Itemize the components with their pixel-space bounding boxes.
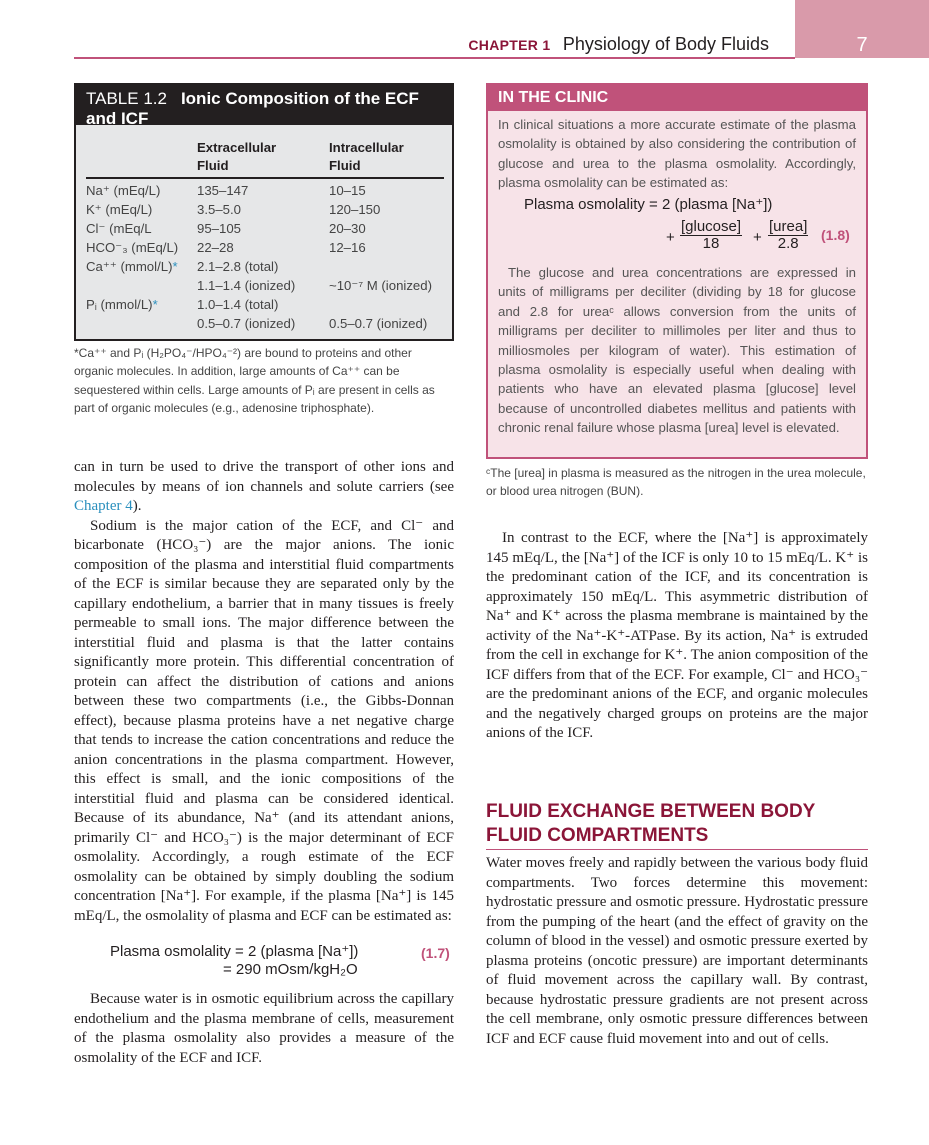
row-ecf-value: 1.0–1.4 (total) — [197, 297, 279, 312]
chapter-title: Physiology of Body Fluids — [562, 34, 769, 54]
row-label-text: Ca⁺⁺ (mmol/L) — [86, 259, 173, 274]
left-column-text-end — [74, 990, 454, 1068]
row-icf-value: 0.5–0.7 (ionized) — [329, 316, 428, 331]
footnote-marker: * — [152, 297, 158, 312]
equation-number: (1.8) — [821, 227, 850, 243]
body-paragraph: Because water is in osmotic equilibrium across the capillary endothelium and the plasma membrane of cells, measurement of the plasma osmolality also provides a measure of the osmolality of the ECF and ICF. — [74, 991, 454, 1066]
chapter-label: CHAPTER 1 — [468, 37, 551, 53]
fraction-numerator: [urea] — [769, 218, 808, 235]
table-number: TABLE 1.2 — [86, 89, 167, 108]
equation-line: Plasma osmolality = 2 (plasma [Na⁺]) — [110, 943, 359, 960]
column-header-ecf-line1: Extracellular — [197, 140, 277, 155]
equation-number: (1.7) — [421, 945, 450, 961]
clinic-paragraph: In clinical situations a more accurate estimate of the plasma osmolality is obtained by also considering the contribution of glucose and urea to the plasma osmolality. Accordingly, plasma osmolality can be estimated as: — [498, 117, 856, 191]
running-header — [0, 0, 929, 58]
column-header-ecf — [197, 139, 276, 175]
row-label — [86, 295, 158, 314]
section-heading: FLUID EXCHANGE BETWEEN BODY FLUID COMPARTMENTS — [486, 801, 816, 846]
row-label: Na⁺ (mEq/L) — [86, 183, 161, 198]
equation-plus: + — [666, 229, 675, 246]
body-paragraph: Sodium is the major cation of the ECF, and Cl⁻ and bicarbonate (HCO₃⁻) are the major anions. The ionic composition of the plasma and interstitial fluid compartments of the ECF is similar because they are separated only by the capillary endothelium, a barrier that in many tissues is freely permeable to small ions. The major difference between the interstitial fluid and plasma is that the latter contains significantly more protein. This differential concentration of protein can affect the distribution of cations and anions between these two compartments (i.e., the Gibbs-Donnan effect), because plasma proteins have a net negative charge that tends to increase the cation concentrations and reduce the anion concentrations in the plasma compartment. However, this effect is small, and the ionic compositions of the interstitial fluid and plasma can be considered identical. Because of its abundance, Na⁺ (and its attendant anions, primarily Cl⁻ and HCO₃⁻) is the major determinant of ECF osmolality. Accordingly, a rough estimate of the ECF osmolality can be obtained by simply doubling the sodium concentration [Na⁺]. For example, if the plasma [Na⁺] is 145 mEq/L, the osmolality of plasma and ECF can be estimated as: — [74, 517, 454, 924]
row-icf-value: 10–15 — [329, 183, 366, 198]
column-header-icf-line1: Intracellular — [329, 140, 404, 155]
row-ecf-value: 2.1–2.8 (total) — [197, 259, 279, 274]
row-label: HCO⁻₃ (mEq/L) — [86, 240, 179, 255]
table-name-line2: and ICF — [86, 109, 149, 128]
row-icf-value: 20–30 — [329, 221, 366, 236]
row-icf-value: 12–16 — [329, 240, 366, 255]
row-icf-value: 120–150 — [329, 202, 381, 217]
row-label: Cl⁻ (mEq/L — [86, 221, 152, 236]
row-label: K⁺ (mEq/L) — [86, 202, 153, 217]
body-paragraph: Water moves freely and rapidly between the various body fluid compartments. Two forces determine this movement: hydrostatic pressure and osmotic pressure. Hydrostatic pressure from the pumping of the heart (and the effect of gravity on the column of blood in the vessel) and osmotic pressure exerted by plasma proteins (oncotic pressure) are important determinants of fluid movement across the capillary wall. By contrast, because hydrostatic pressure gradients are not present across the cell membrane, only osmotic pressure differences between ICF and ECF cause fluid movement into and out of cells. — [486, 855, 868, 1047]
right-column-text-2 — [486, 854, 868, 1049]
row-label — [86, 257, 178, 276]
header-rule — [74, 57, 795, 59]
row-ecf-value: 0.5–0.7 (ionized) — [197, 316, 296, 331]
row-label-text: Pᵢ (mmol/L) — [86, 297, 153, 312]
row-ecf-value: 3.5–5.0 — [197, 202, 241, 217]
table-name: Ionic Composition of the ECF — [180, 89, 419, 108]
fraction-urea — [768, 219, 808, 252]
body-paragraph — [74, 458, 454, 517]
column-header-icf — [329, 139, 404, 175]
column-header-icf-line2: Fluid — [329, 158, 361, 173]
column-header-ecf-line2: Fluid — [197, 158, 229, 173]
page-number-tab — [795, 0, 929, 58]
row-ecf-value: 135–147 — [197, 183, 249, 198]
running-head-text — [468, 34, 769, 55]
table-header-rule — [86, 177, 444, 179]
left-column-text — [74, 458, 454, 926]
fraction-denominator: 2.8 — [777, 235, 799, 252]
body-paragraph: In contrast to the ECF, where the [Na⁺] is approximately 145 mEq/L, the [Na⁺] of the ICF is only 10 to 15 mEq/L. K⁺ is the predominant cation of the ICF, and its concentration is approximately 150 mEq/L. This asymmetric distribution of Na⁺ and K⁺ across the plasma membrane is maintained by the activity of the Na⁺-K⁺-ATPase. By its action, Na⁺ is extruded from the cell in exchange for K⁺. The anion composition of the ICF differs from that of the ECF. For example, Cl⁻ and HCO₃⁻ are the predominant anions of the ECF, and organic molecules and the negatively charged groups on proteins are the major anions of the ICF. — [486, 530, 868, 741]
body-text: can in turn be used to drive the transport of other ions and molecules by means of ion channels and solute carriers (see — [74, 459, 454, 495]
equation-plus: + — [753, 229, 762, 246]
table-ionic-composition — [74, 83, 454, 341]
clinic-title: IN THE CLINIC — [488, 85, 866, 111]
page-number: 7 — [856, 34, 868, 56]
table-footnote: *Ca⁺⁺ and Pᵢ (H₂PO₄⁻/HPO₄⁻²) are bound to proteins and other organic molecules. In addition, large amounts of Ca⁺⁺ can be sequestered within cells. Large amounts of Pᵢ are present in cells as part of organic molecules (e.g., adenosine triphosphate). — [74, 346, 435, 415]
row-ecf-value: 95–105 — [197, 221, 242, 236]
equation-1-8 — [488, 189, 866, 259]
row-ecf-value: 22–28 — [197, 240, 234, 255]
footnote-marker: * — [172, 259, 178, 274]
in-the-clinic-box — [486, 83, 868, 459]
chapter-4-link[interactable]: Chapter 4 — [74, 498, 133, 514]
clinic-footnote: ᶜThe [urea] in plasma is measured as the nitrogen in the urea molecule, or blood urea nitrogen (BUN). — [486, 466, 866, 498]
equation-line: Plasma osmolality = 2 (plasma [Na⁺]) — [524, 196, 773, 213]
fraction-denominator: 18 — [702, 235, 720, 252]
row-icf-value: ~10⁻⁷ M (ionized) — [329, 278, 432, 293]
section-heading-rule — [486, 849, 868, 850]
right-column-text — [486, 529, 868, 744]
body-text: ). — [132, 498, 142, 514]
fraction-glucose — [680, 219, 742, 252]
fraction-numerator: [glucose] — [681, 218, 742, 235]
table-title — [76, 85, 452, 128]
equation-1-7 — [74, 940, 454, 980]
clinic-paragraph: The glucose and urea concentrations are expressed in units of milligrams per deciliter (dividing by 18 for glucose and 2.8 for ureaᶜ allows conversion from the units of milligrams per deciliter to millimoles per liter and thus to milliosmoles per kilogram of water). This estimation of plasma osmolality is especially useful when dealing with patients who have an elevated plasma [glucose] level because of uncontrolled diabetes mellitus and patients with chronic renal failure whose plasma [urea] level is elevated. — [498, 265, 856, 436]
equation-line: = 290 mOsm/kgH₂O — [223, 961, 358, 978]
row-ecf-value: 1.1–1.4 (ionized) — [197, 278, 296, 293]
